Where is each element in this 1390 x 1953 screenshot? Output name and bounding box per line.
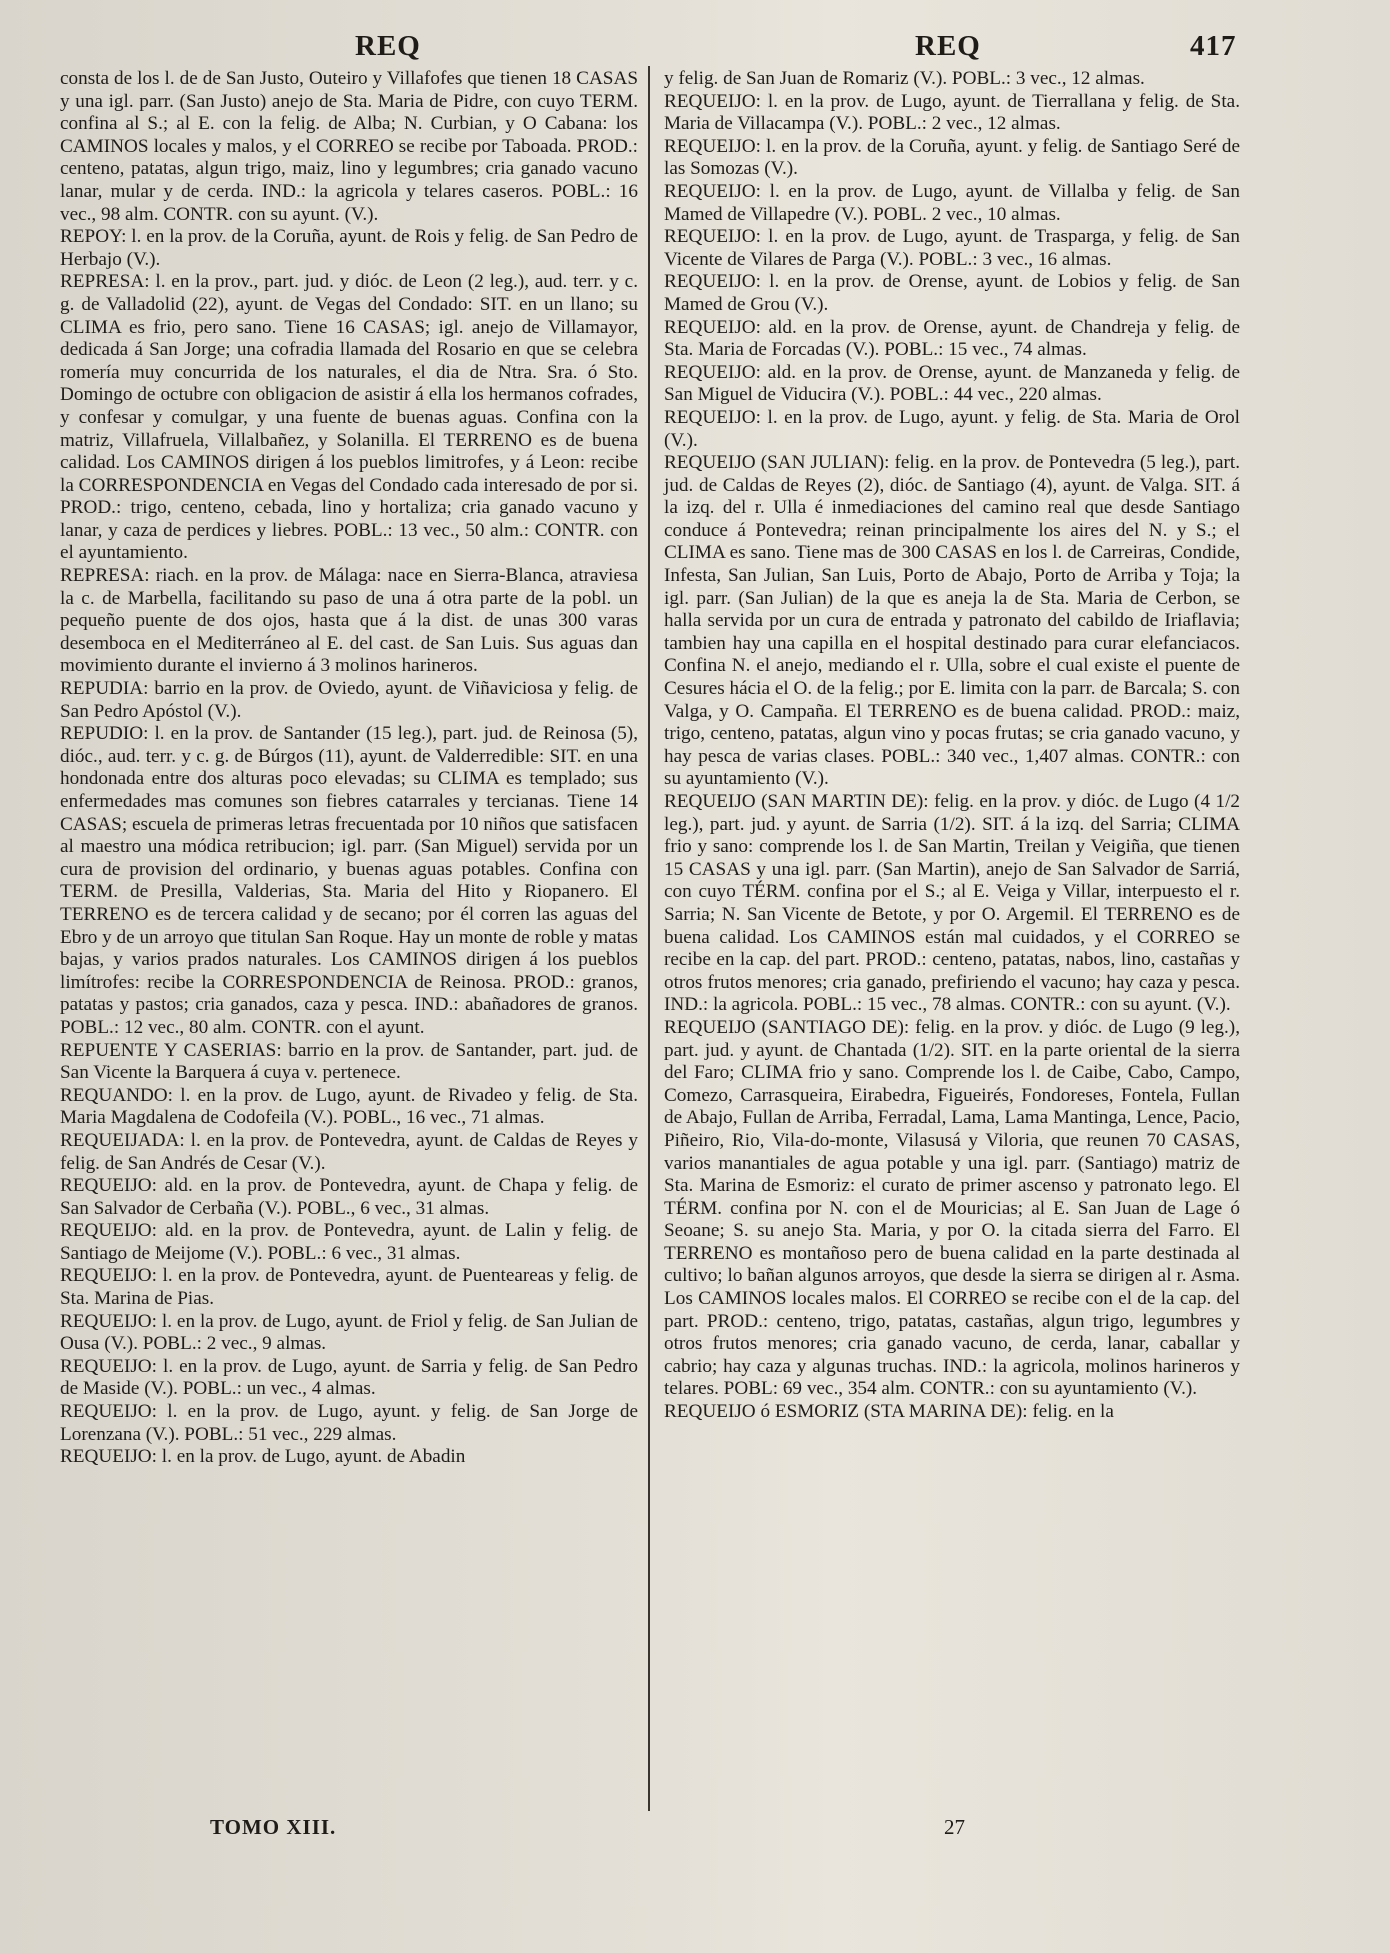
volume-signature: TOMO XIII.: [210, 1815, 337, 1839]
entry-continuation: consta de los l. de de San Justo, Outeiro y Villafofes que tienen 18 CASAS y una igl. parr. (San Justo) anejo de Sta. Maria de Pidre, con cuyo TERM. confina al S.; al E. con la felig. de Alba; N. Curbian, y O Cabana: los CAMINOS locales y malos, y el CORREO se recibe por Taboada. PROD.: centeno, patatas, algun trigo, maiz, lino y legumbres; cria ganado vacuno lanar, mular y de cerda. IND.: la agricola y telares caseros. POBL.: 16 vec., 98 alm. CONTR. con su ayunt. (V.).: [60, 68, 638, 225]
entry-repoy: REPOY: l. en la prov. de la Coruña, ayunt. de Rois y felig. de San Pedro de Herbajo (V.).: [60, 226, 638, 270]
entry-requeijo-tierrallana: REQUEIJO: l. en la prov. de Lugo, ayunt. de Tierrallana y felig. de Sta. Maria de Villacampa (V.). POBL.: 2 vec., 12 almas.: [664, 90, 1240, 135]
entry-repudio: REPUDIO: l. en la prov. de Santander (15 leg.), part. jud. de Reinosa (5), dióc., aud. terr. y c. g. de Búrgos (11), ayunt. de Valderredible: SIT. en una hondonada entre dos alturas poco elevadas; su CLIMA es templado; sus enfermedades mas comunes son fiebres catarrales y tercianas. Tiene 14 CASAS; escuela de primeras letras frecuentada por 10 niños que satisfacen al maestro una módica retribucion; igl. parr. (San Miguel) servida por un cura de provision del ordinario, y buenas aguas potables. Confina con TERM. de Presilla, Valderias, Sta. Maria del Hito y Riopanero. El TERRENO es de tercera calidad y de secano; por él corren las aguas del Ebro y de un arroyo que titulan San Roque. Hay un monte de roble y matas bajas, y varios prados naturales. Los CAMINOS dirigen á los pueblos limítrofes: recibe la CORRESPONDENCIA de Reinosa. PROD.: granos, patatas y pastos; cria ganados, caza y pesca. IND.: abañadores de granos. POBL.: 12 vec., 80 alm. CONTR. con el ayunt.: [60, 723, 638, 1038]
entry-requeijo-somozas: REQUEIJO: l. en la prov. de la Coruña, ayunt. y felig. de Santiago Seré de las Somozas (V.).: [664, 135, 1240, 180]
running-head-right: REQ: [915, 30, 981, 62]
entry-requeijo-manzaneda: REQUEIJO: ald. en la prov. de Orense, ayunt. de Manzaneda y felig. de San Miguel de Viducira (V.). POBL.: 44 vec., 220 almas.: [664, 361, 1240, 406]
entry-requeijo-santiago: REQUEIJO (SANTIAGO DE): felig. en la prov. y dióc. de Lugo (9 leg.), part. jud. y ayunt. de Chantada (1/2). SIT. en la parte oriental de la sierra del Faro; CLIMA frio y sano. Comprende los l. de Caibe, Cabo, Campo, Comezo, Carrasqueira, Eirabedra, Figueirés, Fondoreses, Fontela, Fullan de Abajo, Fullan de Arriba, Ferradal, Lama, Lama Mantinga, Lence, Pacio, Piñeiro, Rio, Vila-do-monte, Vilasusá y Viloria, que reunen 70 CASAS, varios manantiales de agua potable y una igl. parr. (Santiago) matriz de Sta. Marina de Esmoriz: el curato de primer ascenso y patronato lego. El TÉRM. confina por N. con el de Mouricias; al E. San Juan de Lage ó Seoane; S. su anejo Sta. Maria, y por O. la citada sierra del Farro. El TERRENO es montañoso pero de buena calidad en la parte destinada al cultivo; lo bañan algunos arroyos, que desde la sierra se dirigen al r. Asma. Los CAMINOS locales malos. El CORREO se recibe con el de la cap. del part. PROD.: centeno, trigo, patatas, castañas, algun trigo, legumbres y otros frutos menores; cria ganado vacuno, de cerda, lanar, caballar y cabrio; hay caza y algunas truchas. IND.: la agricola, molinos harineros y telares. POBL: 69 vec., 354 alm. CONTR.: con su ayuntamiento (V.).: [664, 1016, 1240, 1400]
entry-represa-leon: REPRESA: l. en la prov., part. jud. y dióc. de Leon (2 leg.), aud. terr. y c. g. de Valladolid (22), ayunt. de Vegas del Condado: SIT. en un llano; su CLIMA es frio, pero sano. Tiene 16 CASAS; igl. anejo de Villamayor, dedicada á San Jorge; una cofradia llamada del Rosario en que se celebra romería muy concurrida de los naturales, el dia de Ntra. Sra. ó Sto. Domingo de octubre con obligacion de asistir á ella los hermanos cofrades, y confesar y comulgar, y una fuente de buenas aguas. Confina con la matriz, Villafruela, Villalbañez, y Solanilla. El TERRENO es de buena calidad. Los CAMINOS dirigen á los pueblos limitrofes, y á Leon: recibe la CORRESPONDENCIA en Vegas del Condado cada interesado de por si. PROD.: trigo, centeno, cebada, lino y hortaliza; cria ganado vacuno y lanar, y caza de perdices y liebres. POBL.: 13 vec., 50 alm.: CONTR. con el ayuntamiento.: [60, 271, 638, 564]
column-divider: [648, 66, 650, 1811]
left-column: [60, 68, 638, 1469]
entry-requeijo-lobios: REQUEIJO: l. en la prov. de Orense, ayunt. de Lobios y felig. de San Mamed de Grou (V.).: [664, 271, 1240, 315]
entry-requeijo-trasparga: REQUEIJO: l. en la prov. de Lugo, ayunt. de Trasparga, y felig. de San Vicente de Vilares de Parga (V.). POBL.: 3 vec., 16 almas.: [664, 226, 1240, 270]
entry-requeijo-esmoriz: REQUEIJO ó ESMORIZ (STA MARINA DE): felig. en la: [664, 1401, 1114, 1423]
entry-requeijada: REQUEIJADA: l. en la prov. de Pontevedra, ayunt. de Caldas de Reyes y felig. de San Andrés de Cesar (V.).: [60, 1129, 638, 1174]
entry-requeijo-orol: REQUEIJO: l. en la prov. de Lugo, ayunt. y felig. de Sta. Maria de Orol (V.).: [664, 406, 1240, 451]
right-column: [664, 68, 1240, 1424]
entry-continuation-romariz: y felig. de San Juan de Romariz (V.). POBL.: 3 vec., 12 almas.: [664, 68, 1145, 89]
entry-requeijo-sarria: REQUEIJO: l. en la prov. de Lugo, ayunt. de Sarria y felig. de San Pedro de Maside (V.). POBL.: un vec., 4 almas.: [60, 1355, 638, 1400]
entry-repuente: REPUENTE Y CASERIAS: barrio en la prov. de Santander, part. jud. de San Vicente la Barquera á cuya v. pertenece.: [60, 1039, 638, 1084]
entry-requeijo-san-julian: REQUEIJO (SAN JULIAN): felig. en la prov. de Pontevedra (5 leg.), part. jud. de Caldas de Reyes (2), dióc. de Santiago (4), ayunt. de Valga. SIT. á la izq. del r. Ulla é inmediaciones del camino real que desde Santiago conduce á Pontevedra; reinan principalmente los aires del N. y S.; el CLIMA es sano. Tiene mas de 300 CASAS en los l. de Carreiras, Condide, Infesta, San Julian, San Luis, Porto de Abajo, Porto de Arriba y Toja; la igl. parr. (San Julian) de la que es aneja la de Sta. Maria de Cerbon, se halla servida por un cura de entrada y patronato del cabildo de Iriaflavia; tambien hay una capilla en el hospital destinado para curar elefanciacos. Confina N. el anejo, mediando el r. Ulla, sobre el cual existe el puente de Cesures hácia el O. de la felig.; por E. limita con la parr. de Barcala; S. con Valga, y O. Campaña. El TERRENO es de buena calidad. PROD.: maiz, trigo, centeno, patatas, algun vino y pocas frutas; se cria ganado vacuno, y hay pesca de varias clases. POBL.: 340 vec., 1,407 almas. CONTR.: con su ayuntamiento (V.).: [664, 452, 1240, 790]
entry-requeijo-puenteareas: REQUEIJO: l. en la prov. de Pontevedra, ayunt. de Puenteareas y felig. de Sta. Marina de Pias.: [60, 1265, 638, 1310]
entry-requeijo-lorenzana: REQUEIJO: l. en la prov. de Lugo, ayunt. y felig. de San Jorge de Lorenzana (V.). POBL.: 51 vec., 229 almas.: [60, 1401, 638, 1445]
entry-requeijo-san-martin: REQUEIJO (SAN MARTIN DE): felig. en la prov. y dióc. de Lugo (4 1/2 leg.), part. jud. y ayunt. de Sarria (1/2). SIT. á la izq. del Sarria; CLIMA frio y sano: comprende los l. de San Martin, Treilan y Veigiña, que tienen 15 CASAS y una igl. parr. (San Martin), anejo de San Salvador de Sarriá, con cuyo TÉRM. confina por el S.; al E. Veiga y Villar, interpuesto el r. Sarria; N. San Vicente de Betote, y por O. Argemil. El TERRENO es de buena calidad. Los CAMINOS están mal cuidados, y el CORREO se recibe en la cap. del part. PROD.: centeno, patatas, nabos, lino, castañas y otros frutos menores; cria ganado, prefiriendo el vacuno; hay caza y pesca. IND.: la agricola. POBL.: 15 vec., 78 almas. CONTR.: con su ayunt. (V.).: [664, 791, 1240, 1016]
entry-requeijo-chandreja: REQUEIJO: ald. en la prov. de Orense, ayunt. de Chandreja y felig. de Sta. Maria de Forcadas (V.). POBL.: 15 vec., 74 almas.: [664, 316, 1240, 361]
entry-requeijo-abadin: REQUEIJO: l. en la prov. de Lugo, ayunt. de Abadin: [60, 1446, 466, 1468]
page-number: 417: [1190, 30, 1237, 62]
running-head-left: REQ: [355, 30, 421, 62]
entry-requeijo-villalba: REQUEIJO: l. en la prov. de Lugo, ayunt. de Villalba y felig. de San Mamed de Villapedre (V.). POBL. 2 vec., 10 almas.: [664, 180, 1240, 225]
entry-requando: REQUANDO: l. en la prov. de Lugo, ayunt. de Rivadeo y felig. de Sta. Maria Magdalena de Codofeila (V.). POBL., 16 vec., 71 almas.: [60, 1084, 638, 1129]
entry-requeijo-chapa: REQUEIJO: ald. en la prov. de Pontevedra, ayunt. de Chapa y felig. de San Salvador de Cerbaña (V.). POBL., 6 vec., 31 almas.: [60, 1175, 638, 1219]
entry-requeijo-friol: REQUEIJO: l. en la prov. de Lugo, ayunt. de Friol y felig. de San Julian de Ousa (V.). POBL.: 2 vec., 9 almas.: [60, 1310, 638, 1355]
gathering-number: 27: [944, 1815, 965, 1839]
entry-repudia: REPUDIA: barrio en la prov. de Oviedo, ayunt. de Viñaviciosa y felig. de San Pedro Apóstol (V.).: [60, 678, 638, 722]
entry-represa-malaga: REPRESA: riach. en la prov. de Málaga: nace en Sierra-Blanca, atraviesa la c. de Marbella, facilitando su paso de una á otra parte de la pobl. un pequeño puente de dos ojos, hasta que á la dist. de unas 300 varas desemboca en el Mediterráneo al E. del cast. de San Luis. Sus aguas dan movimiento durante el invierno á 3 molinos harineros.: [60, 565, 638, 677]
entry-requeijo-lalin: REQUEIJO: ald. en la prov. de Pontevedra, ayunt. de Lalin y felig. de Santiago de Meijome (V.). POBL.: 6 vec., 31 almas.: [60, 1220, 638, 1264]
